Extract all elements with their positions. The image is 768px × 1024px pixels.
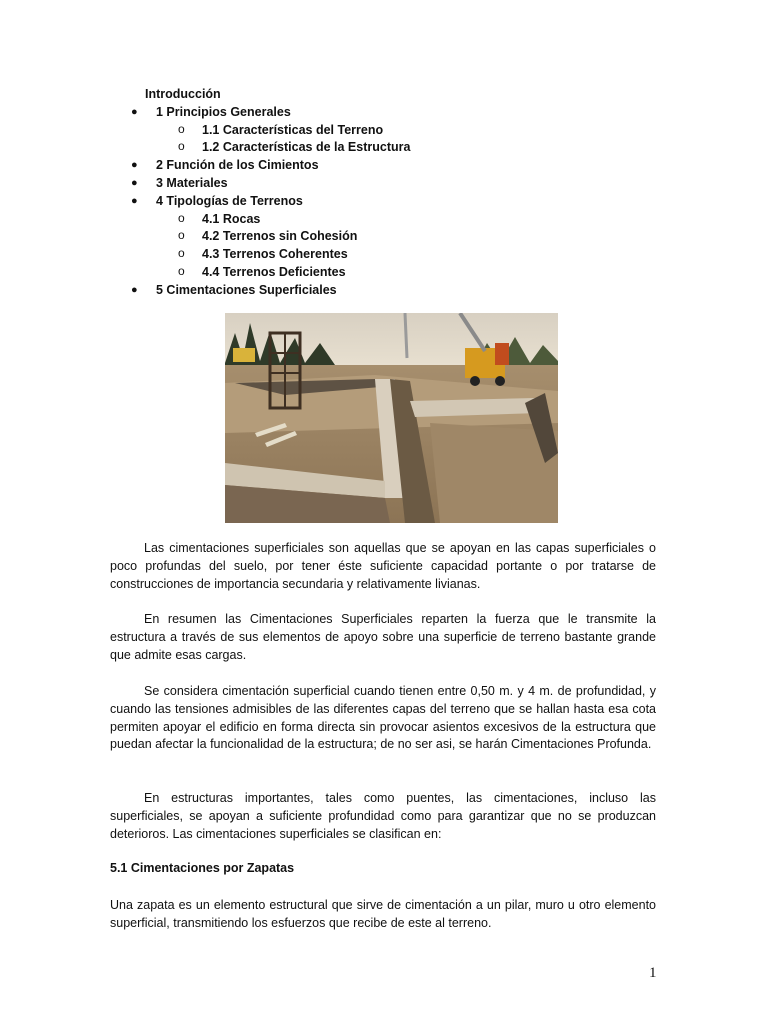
toc-item[interactable] — [0, 282, 768, 300]
toc-item[interactable] — [0, 175, 768, 193]
toc-item[interactable] — [0, 104, 768, 122]
circle-bullet-icon: o — [178, 210, 185, 225]
toc-item[interactable] — [0, 193, 768, 211]
toc-subitem[interactable] — [0, 122, 768, 140]
circle-bullet-icon: o — [178, 246, 185, 261]
toc-item-label: 1.1 Características del Terreno — [202, 122, 384, 137]
paragraph-text: Se considera cimentación superficial cuando tienen entre 0,50 m. y 4 m. de profundidad, y cuando las tensiones admisibles de las diferentes capas del terreno que se hallan hasta esa cota permiten apoyar el edificio en forma directa sin provocar asientos excesivos de la estructura que puedan afectar la funcionalidad de la estructura; de no ser asi, se harán Cimentaciones Profunda. — [110, 684, 656, 752]
toc-item-label: 1 Principios Generales — [156, 104, 291, 119]
toc-intro-label: Introducción — [145, 87, 221, 101]
bullet-icon: ● — [131, 105, 138, 118]
paragraph-text: En resumen las Cimentaciones Superficiales reparten la fuerza que le transmite la estructura a través de sus elementos de apoyo sobre una superficie de terreno bastante grande que admite esas cargas. — [110, 612, 656, 662]
paragraph — [110, 540, 656, 593]
paragraph — [110, 683, 656, 754]
toc-item[interactable] — [0, 157, 768, 175]
bullet-icon: ● — [131, 159, 138, 172]
table-of-contents — [0, 86, 768, 300]
construction-site-illustration — [225, 313, 558, 523]
toc-item-label: 2 Función de los Cimientos — [156, 158, 319, 173]
toc-item-label: 4.4 Terrenos Deficientes — [202, 264, 346, 279]
bullet-icon: ● — [131, 176, 138, 189]
circle-bullet-icon: o — [178, 139, 185, 154]
bullet-icon: ● — [131, 283, 138, 296]
section-heading: 5.1 Cimentaciones por Zapatas — [110, 861, 295, 875]
paragraph-text: En estructuras importantes, tales como puentes, las cimentaciones, incluso las superficiales, se apoyan a suficiente profundidad como para garantizar que no se produzcan deterioros. Las cimentaciones superficiales se clasifican en: — [110, 791, 656, 841]
toc-item-label: 3 Materiales — [156, 175, 228, 190]
paragraph — [110, 790, 656, 843]
toc-item-label: 5 Cimentaciones Superficiales — [156, 282, 337, 297]
circle-bullet-icon: o — [178, 121, 185, 136]
toc-item-label: 4.3 Terrenos Coherentes — [202, 247, 348, 262]
toc-subitem[interactable] — [0, 246, 768, 264]
paragraph-text: Las cimentaciones superficiales son aquellas que se apoyan en las capas superficiales o poco profundas del suelo, por tener éste suficiente capacidad portante o por tratarse de construcciones de importancia secundaria y relativamente livianas. — [110, 541, 656, 591]
toc-item-label: 4.1 Rocas — [202, 211, 261, 226]
toc-item-label: 1.2 Características de la Estructura — [202, 140, 411, 155]
toc-intro[interactable] — [0, 86, 768, 104]
toc-subitem[interactable] — [0, 264, 768, 282]
foundation-excavation-photo — [225, 313, 558, 523]
circle-bullet-icon: o — [178, 228, 185, 243]
final-paragraph: Una zapata es un elemento estructural que sirve de cimentación a un pilar, muro u otro elemento superficial, transmitiendo los esfuerzos que recibe de este al terreno. — [110, 898, 656, 930]
toc-subitem[interactable] — [0, 211, 768, 229]
bullet-icon: ● — [131, 194, 138, 207]
toc-item-label: 4.2 Terrenos sin Cohesión — [202, 229, 358, 244]
circle-bullet-icon: o — [178, 263, 185, 278]
page-number: 1 — [649, 965, 657, 981]
toc-subitem[interactable] — [0, 139, 768, 157]
toc-item-label: 4 Tipologías de Terrenos — [156, 193, 303, 208]
paragraph — [110, 611, 656, 664]
toc-subitem[interactable] — [0, 228, 768, 246]
